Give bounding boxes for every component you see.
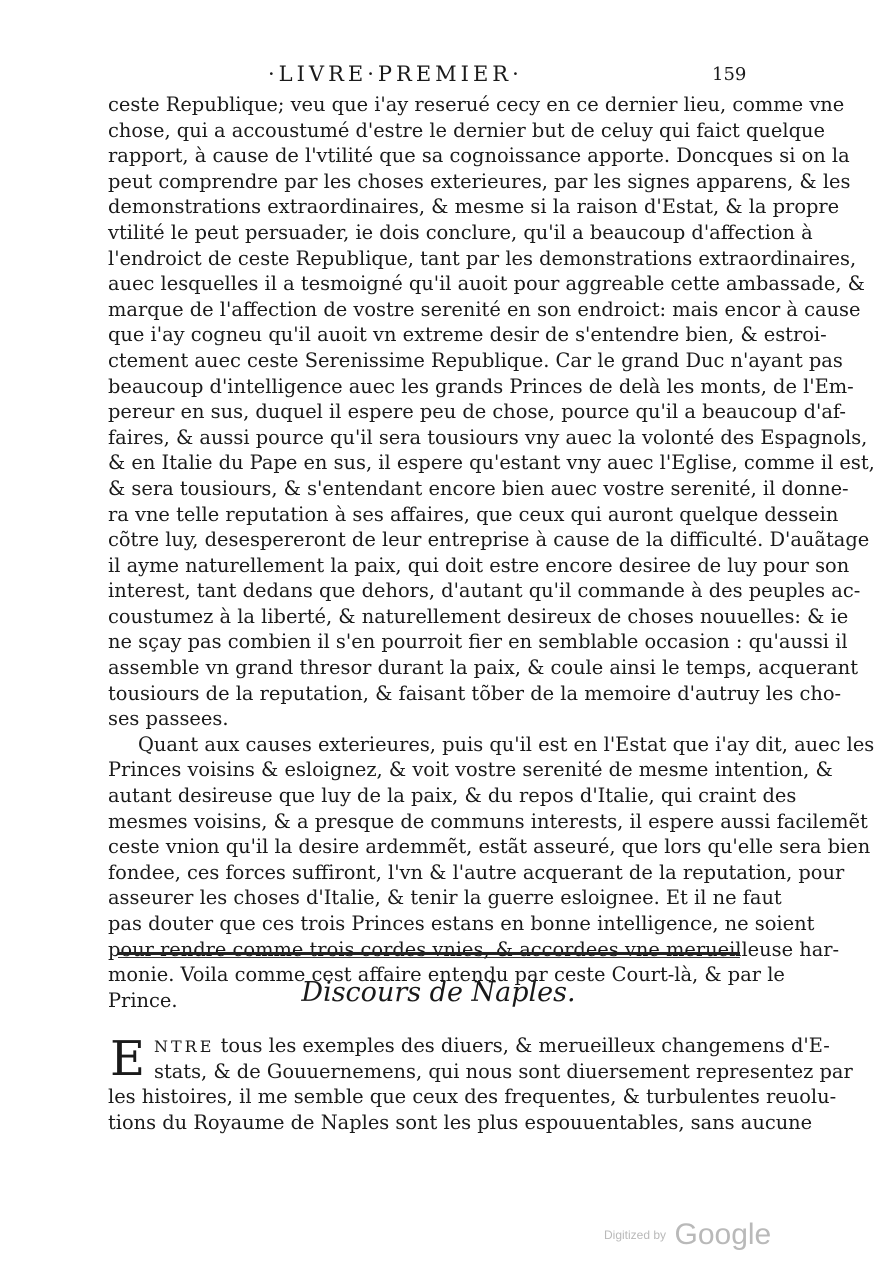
first-word-smallcaps: NTRE <box>154 1037 215 1056</box>
text-line: mesmes voisins, & a presque de communs interests, il espere aussi facilemẽt <box>108 809 868 833</box>
text-line: pereur en sus, duquel il espere peu de chose, pource qu'il a beaucoup d'af- <box>108 400 846 424</box>
text-line: marque de l'affection de vostre serenité en son endroict: mais encor à cause <box>108 297 861 321</box>
text-line: ctement auec ceste Serenissime Republique. Car le grand Duc n'ayant pas <box>108 348 843 372</box>
text-line: interest, tant dedans que dehors, d'autant qu'il commande à des peuples ac- <box>108 579 861 603</box>
text-line: vtilité le peut persuader, ie dois conclure, qu'il a beaucoup d'affection à <box>108 220 813 244</box>
text-line: chose, qui a accoustumé d'estre le dernier but de celuy qui faict quelque <box>108 118 825 142</box>
text-line: demonstrations extraordinaires, & mesme si la raison d'Estat, & la propre <box>108 195 840 219</box>
text-line: peut comprendre par les choses exterieures, par les signes apparens, & les <box>108 169 851 193</box>
text-line: tions du Royaume de Naples sont les plus espouuentables, sans aucune <box>108 1110 813 1134</box>
text-line: pas douter que ces trois Princes estans en bonne intelligence, ne soient <box>108 912 815 935</box>
text-line: cõtre luy, desespereront de leur entreprise à cause de la difficulté. D'auãtage <box>108 528 870 552</box>
text-line: ceste Republique; veu que i'ay reserué cecy en ce dernier lieu, comme vne <box>108 93 845 116</box>
text-line: asseurer les choses d'Italie, & tenir la guerre esloignee. Et il ne faut <box>108 886 782 910</box>
section-divider-thin <box>118 957 740 958</box>
text-line: autant desireuse que luy de la paix, & du repos d'Italie, qui craint des <box>108 784 797 808</box>
watermark-label: Digitized by <box>604 1228 667 1242</box>
text-line: beaucoup d'intelligence auec les grands Princes de delà les monts, de l'Em- <box>108 374 854 398</box>
running-head <box>0 62 877 92</box>
text-line: ra vne telle reputation à ses affaires, que ceux qui auront quelque dessein <box>108 502 839 526</box>
text-line: assemble vn grand thresor durant la paix, & coule ainsi le temps, acquerant <box>108 656 859 680</box>
text-line: fondee, ces forces suffiront, l'vn & l'autre acquerant de la reputation, pour <box>108 860 845 884</box>
text-line: ses passees. <box>108 707 229 731</box>
text-line: l'endroict de ceste Republique, tant par les demonstrations extraordinaires, <box>108 246 857 270</box>
text-line: & sera tousiours, & s'entendant encore bien auec vostre serenité, il donne- <box>108 476 849 500</box>
text-line: faires, & aussi pource qu'il sera tousiours vny auec la volonté des Espagnols, <box>108 425 868 449</box>
digitized-by-google-watermark <box>604 1218 771 1252</box>
section-divider <box>118 952 740 955</box>
body-text <box>108 92 875 1013</box>
drop-cap: E <box>110 1031 146 1087</box>
running-head-title: ·LIVRE·PREMIER· <box>268 62 523 86</box>
text-line: Prince. <box>108 988 178 1012</box>
text-line: ne sçay pas combien il s'en pourroit fier en semblable occasion : qu'aussi il <box>108 630 848 654</box>
text-line: Princes voisins & esloignez, & voit vostre serenité de mesme intention, & <box>108 758 833 782</box>
section-title: Discours de Naples. <box>301 977 576 1008</box>
text-line: Quant aux causes exterieures, puis qu'il est en l'Estat que i'ay dit, auec les <box>138 732 875 756</box>
text-line: pour rendre comme trois cordes vnies, & accordees vne merueilleuse har- <box>108 937 840 961</box>
google-logo: Google <box>674 1218 772 1251</box>
section-body <box>108 1031 853 1135</box>
text-line: les histoires, il me semble que ceux des frequentes, & turbulentes reuolu- <box>108 1085 837 1109</box>
text-line: ceste vnion qu'il la desire ardemmẽt, estãt asseuré, que lors qu'elle sera bien <box>108 835 871 859</box>
text-line: que i'ay cogneu qu'il auoit vn extreme desir de s'entendre bien, & estroi- <box>108 323 827 347</box>
text-line: monie. Voila comme cest affaire entendu par ceste Court-là, & par le <box>108 963 785 987</box>
first-line-text: tous les exemples des diuers, & merueilleux changemens d'E- <box>214 1034 830 1057</box>
text-line: coustumez à la liberté, & naturellement desireux de choses nouuelles: & ie <box>108 604 849 628</box>
text-line: auec lesquelles il a tesmoigné qu'il auoit pour aggreable cette ambassade, & <box>108 272 865 296</box>
text-line: & en Italie du Pape en sus, il espere qu'estant vny auec l'Eglise, comme il est, <box>108 451 875 475</box>
text-line: stats, & de Gouuernemens, qui nous sont diuersement representez par <box>154 1059 853 1083</box>
text-line: il ayme naturellement la paix, qui doit estre encore desiree de luy pour son <box>108 553 850 577</box>
page-number: 159 <box>712 64 747 85</box>
text-line: tousiours de la reputation, & faisant tõber de la memoire d'autruy les cho- <box>108 681 842 705</box>
text-line: rapport, à cause de l'vtilité que sa cognoissance apporte. Doncques si on la <box>108 144 850 168</box>
